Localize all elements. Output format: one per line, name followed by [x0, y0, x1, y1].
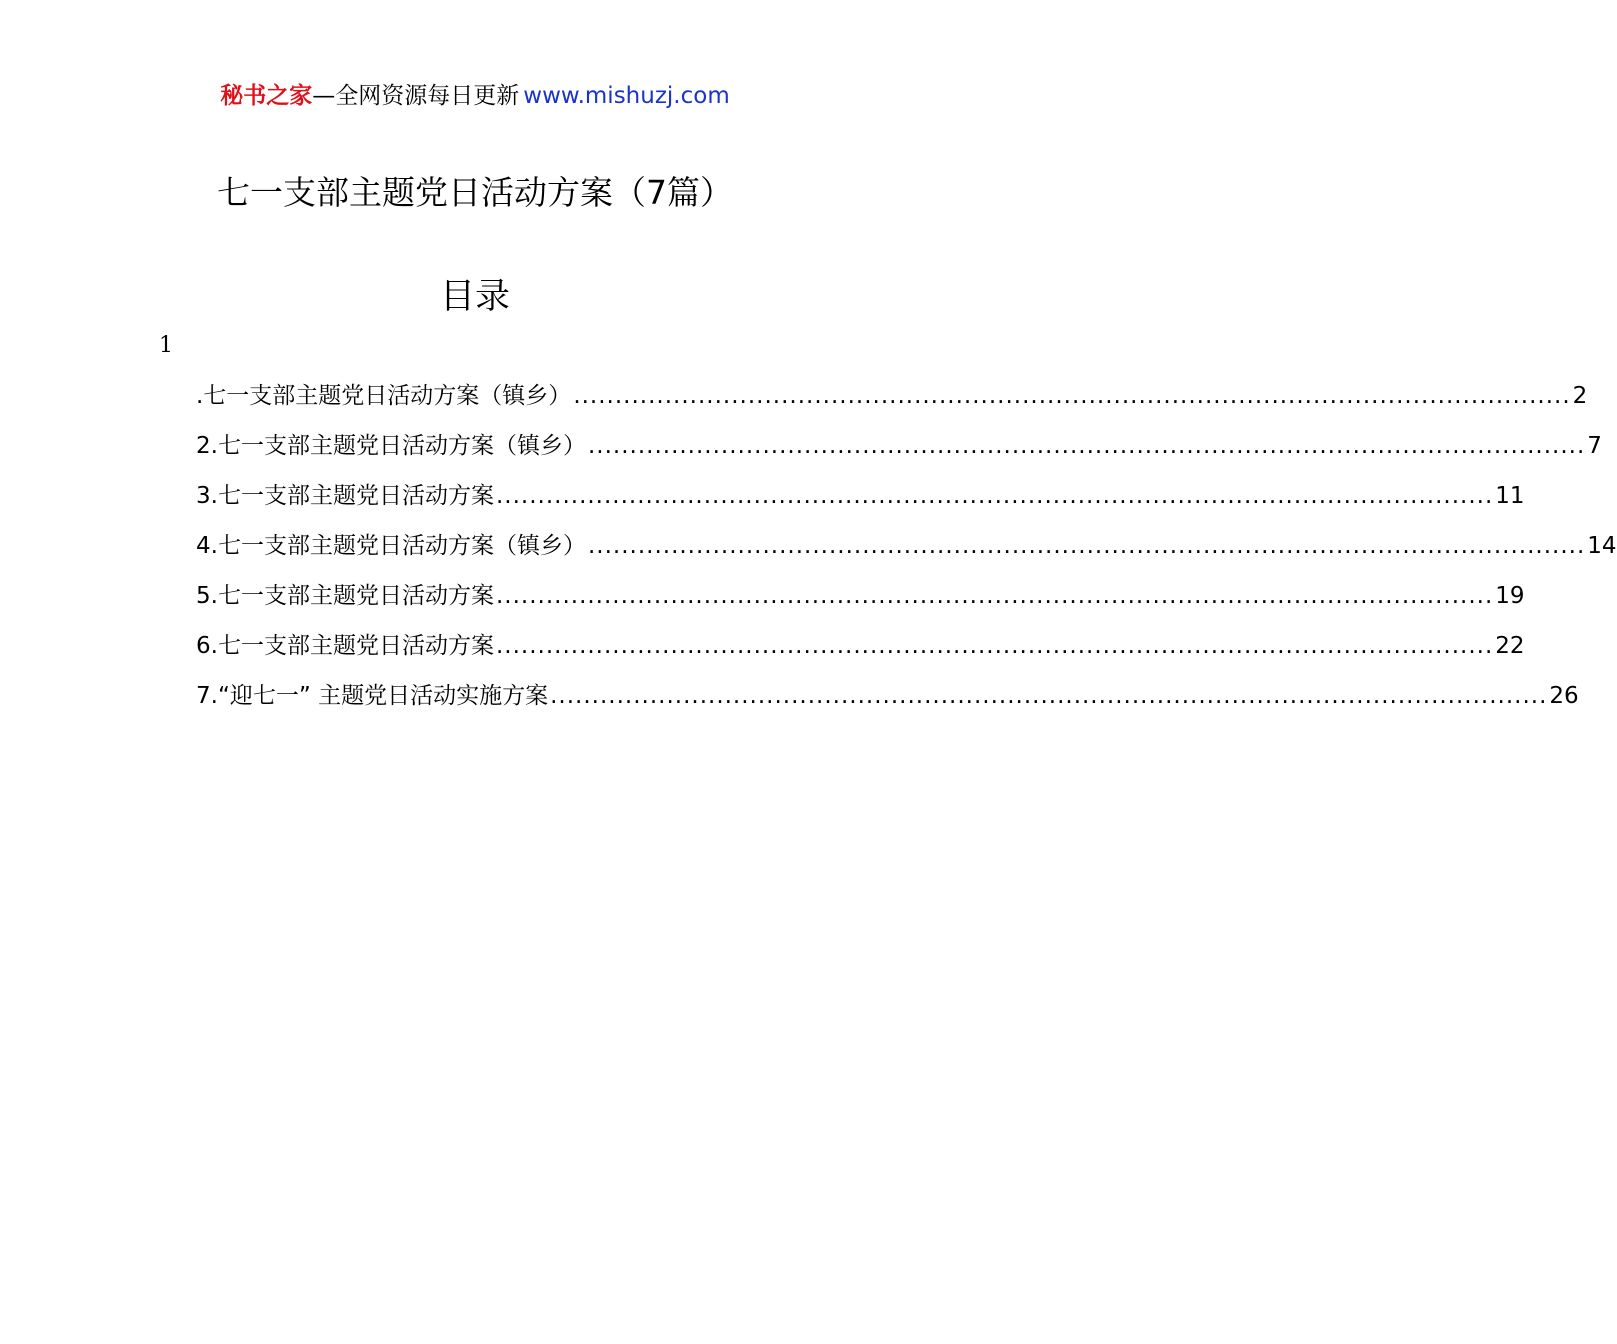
toc-entry-page: 26: [1549, 683, 1579, 709]
toc-leader-dots: ........................................................................................................................: [573, 383, 1571, 409]
toc-entry[interactable]: [196, 626, 1525, 676]
toc-entry[interactable]: [196, 576, 1525, 626]
toc-entry[interactable]: [196, 676, 1579, 726]
toc-entry[interactable]: [196, 526, 1617, 576]
toc-leader-dots: ........................................................................................................................: [550, 683, 1548, 709]
toc-leader-dots: ........................................................................................................................: [495, 583, 1494, 609]
toc-entry-page: 2: [1572, 383, 1588, 409]
toc-heading: 目录: [439, 277, 510, 317]
toc-entry-label: 2.七一支部主题党日活动方案（镇乡）: [196, 433, 586, 459]
toc-leader-dots: ........................................................................................................................: [587, 433, 1586, 459]
toc-entry-page: 7: [1587, 433, 1602, 459]
toc-entry-page: 22: [1495, 633, 1525, 659]
site-brand: 秘书之家: [220, 83, 313, 109]
site-url-link[interactable]: www.mishuzj.com: [523, 83, 730, 109]
toc-entry-label: 5.七一支部主题党日活动方案: [196, 583, 494, 609]
toc-leader-dots: ........................................................................................................................: [587, 533, 1586, 559]
toc-entry-label: 6.七一支部主题党日活动方案: [196, 633, 494, 659]
toc-entry[interactable]: [196, 476, 1525, 526]
site-header: [0, 80, 950, 112]
page-marker: 1: [159, 333, 173, 358]
toc-entry[interactable]: [196, 376, 1588, 426]
site-tagline: —全网资源每日更新: [312, 83, 520, 109]
toc-entry-label: .七一支部主题党日活动方案（镇乡）: [196, 383, 572, 409]
table-of-contents: [196, 376, 1617, 726]
toc-entry[interactable]: [196, 426, 1602, 476]
toc-entry-label: 3.七一支部主题党日活动方案: [196, 483, 494, 509]
toc-entry-page: 19: [1495, 583, 1525, 609]
document-title: 七一支部主题党日活动方案（7篇）: [217, 173, 733, 212]
toc-entry-label: 7.“迎七一” 主题党日活动实施方案: [196, 683, 549, 709]
toc-leader-dots: ........................................................................................................................: [495, 483, 1494, 509]
toc-entry-page: 14: [1587, 533, 1617, 559]
toc-entry-page: 11: [1495, 483, 1525, 509]
toc-entry-label: 4.七一支部主题党日活动方案（镇乡）: [196, 533, 586, 559]
toc-leader-dots: ........................................................................................................................: [495, 633, 1494, 659]
